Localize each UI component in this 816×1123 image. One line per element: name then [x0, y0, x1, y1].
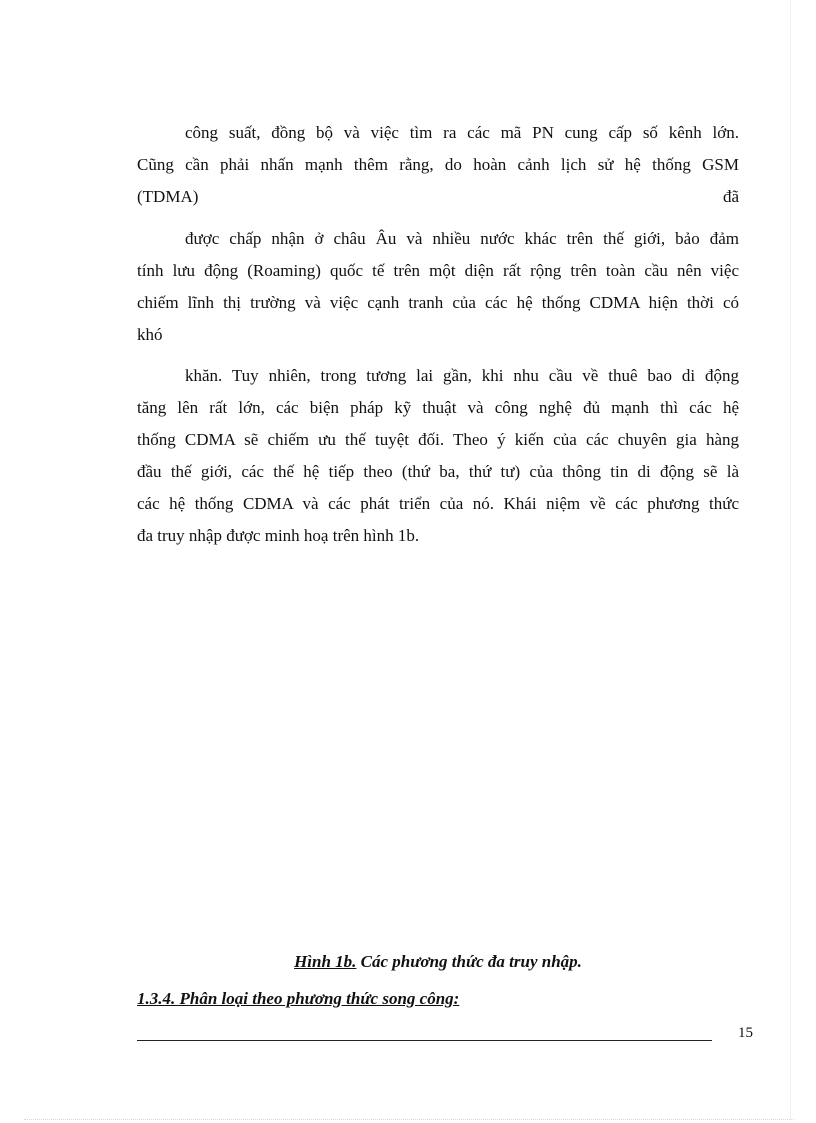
page-bottom-edge: [24, 1119, 794, 1120]
paragraph-line: khó: [137, 325, 163, 344]
paragraph-line: đầu thế giới, các thế hệ tiếp theo (thứ ba, thứ tư) của thông tin di động sẽ là: [137, 462, 739, 481]
paragraph-line: Cũng cần phải nhấn mạnh thêm rằng, do hoàn cảnh lịch sử hệ thống GSM: [137, 155, 739, 174]
paragraph-line: đa truy nhập được minh hoạ trên hình 1b.: [137, 526, 420, 545]
paragraph-3: [137, 360, 739, 552]
paragraph-2: [137, 223, 739, 351]
page-right-edge: [790, 0, 791, 1119]
page-number: 15: [738, 1025, 753, 1041]
paragraph-line: tính lưu động (Roaming) quốc tế trên một diện rất rộng trên toàn cầu nên việc: [137, 261, 739, 280]
paragraph-line-split: [137, 181, 739, 213]
footer-rule: [137, 1040, 712, 1041]
paragraph-line: tăng lên rất lớn, các biện pháp kỹ thuật và công nghệ đủ mạnh thì các hệ: [137, 398, 739, 417]
paragraph-line: chiếm lĩnh thị trường và việc cạnh tranh của các hệ thống CDMA hiện thời có: [137, 293, 739, 312]
paragraph-line: công suất, đồng bộ và việc tìm ra các mã PN cung cấp số kênh lớn.: [185, 123, 739, 142]
paragraph-line: thống CDMA sẽ chiếm ưu thế tuyệt đối. Theo ý kiến của các chuyên gia hàng: [137, 430, 739, 449]
paragraph-line: được chấp nhận ở châu Âu và nhiều nước khác trên thế giới, bảo đảm: [185, 229, 739, 248]
paragraph-1: [137, 117, 739, 213]
figure-caption-label: Hình 1b.: [294, 952, 357, 971]
figure-caption-text: Các phương thức đa truy nhập.: [360, 952, 582, 971]
figure-caption: [137, 952, 739, 972]
paragraph-line: khăn. Tuy nhiên, trong tương lai gần, khi nhu cầu về thuê bao di động: [185, 366, 739, 385]
section-heading: 1.3.4. Phân loại theo phương thức song công:: [137, 989, 460, 1008]
paragraph-line-left: (TDMA): [137, 187, 199, 206]
paragraph-line: các hệ thống CDMA và các phát triển của nó. Khái niệm về các phương thức: [137, 494, 739, 513]
paragraph-line-right: đã: [722, 187, 739, 206]
